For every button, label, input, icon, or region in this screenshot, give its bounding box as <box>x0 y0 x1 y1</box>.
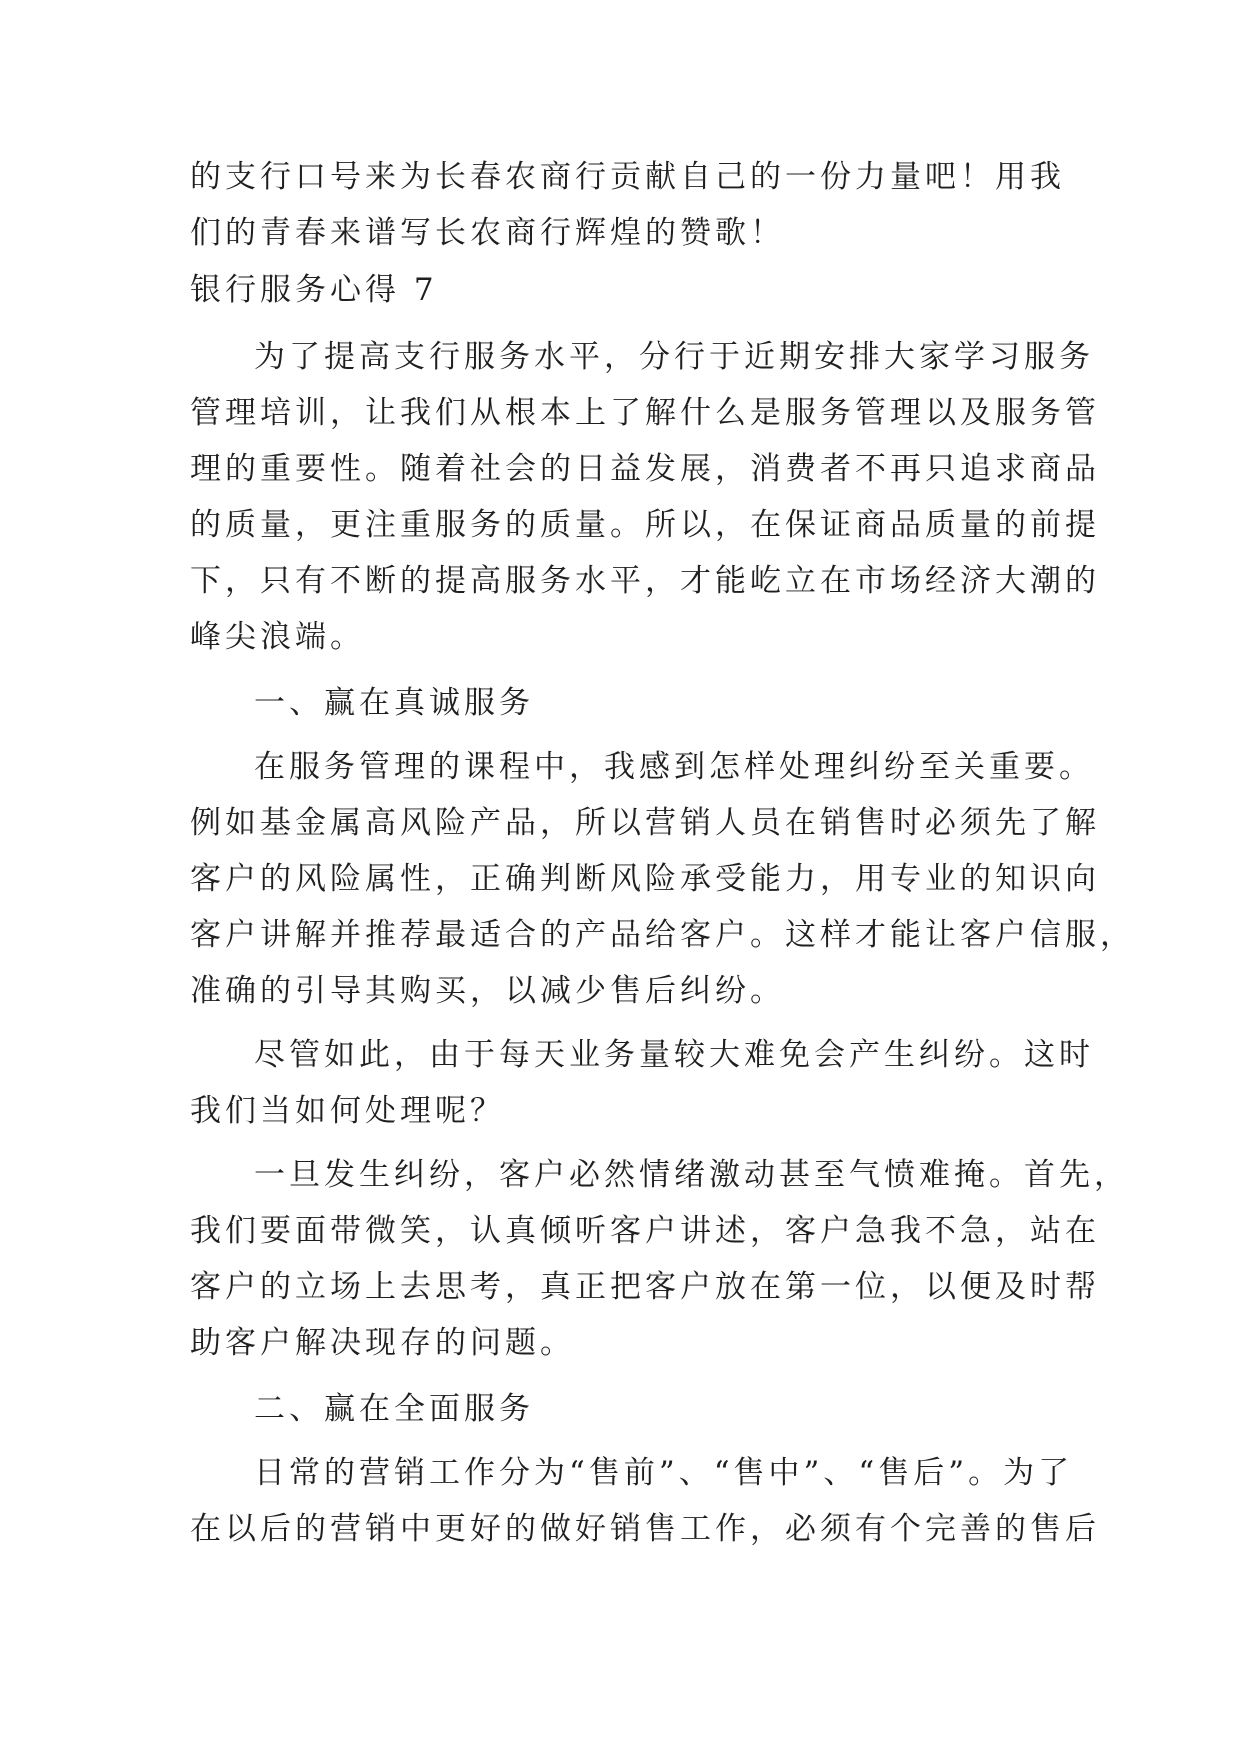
text-line: 理的重要性。随着社会的日益发展，消费者不再只追求商品 <box>190 451 1100 487</box>
text-line: 尽管如此，由于每天业务量较大难免会产生纠纷。这时 <box>254 1037 1094 1073</box>
text-line: 客户的立场上去思考，真正把客户放在第一位，以便及时帮 <box>190 1269 1100 1305</box>
text-line: 的支行口号来为长春农商行贡献自己的一份力量吧！用我 <box>190 159 1065 195</box>
text-line: 们的青春来谱写长农商行辉煌的赞歌！ <box>190 215 785 251</box>
text-line: 在以后的营销中更好的做好销售工作，必须有个完善的售后 <box>190 1511 1100 1547</box>
sub-heading: 一、赢在真诚服务 <box>254 685 534 721</box>
text-line: 我们要面带微笑，认真倾听客户讲述，客户急我不急，站在 <box>190 1213 1100 1249</box>
text-line: 下，只有不断的提高服务水平，才能屹立在市场经济大潮的 <box>190 563 1100 599</box>
text-line: 客户讲解并推荐最适合的产品给客户。这样才能让客户信服， <box>190 917 1135 953</box>
text-line: 例如基金属高风险产品，所以营销人员在销售时必须先了解 <box>190 805 1100 841</box>
text-line: 一旦发生纠纷，客户必然情绪激动甚至气愤难掩。首先， <box>254 1157 1129 1193</box>
text-line: 的质量，更注重服务的质量。所以，在保证商品质量的前提 <box>190 507 1100 543</box>
section-heading: 银行服务心得 7 <box>190 272 438 308</box>
text-line: 准确的引导其购买，以减少售后纠纷。 <box>190 973 785 1009</box>
text-line: 管理培训，让我们从根本上了解什么是服务管理以及服务管 <box>190 395 1100 431</box>
text-line: 日常的营销工作分为“售前”、“售中”、“售后”。为了 <box>254 1455 1074 1491</box>
text-line: 助客户解决现存的问题。 <box>190 1325 575 1361</box>
text-line: 在服务管理的课程中，我感到怎样处理纠纷至关重要。 <box>254 749 1094 785</box>
text-line: 峰尖浪端。 <box>190 619 365 655</box>
text-line: 我们当如何处理呢？ <box>190 1093 505 1129</box>
text-line: 客户的风险属性，正确判断风险承受能力，用专业的知识向 <box>190 861 1100 897</box>
sub-heading: 二、赢在全面服务 <box>254 1391 534 1427</box>
text-line: 为了提高支行服务水平，分行于近期安排大家学习服务 <box>254 339 1094 375</box>
